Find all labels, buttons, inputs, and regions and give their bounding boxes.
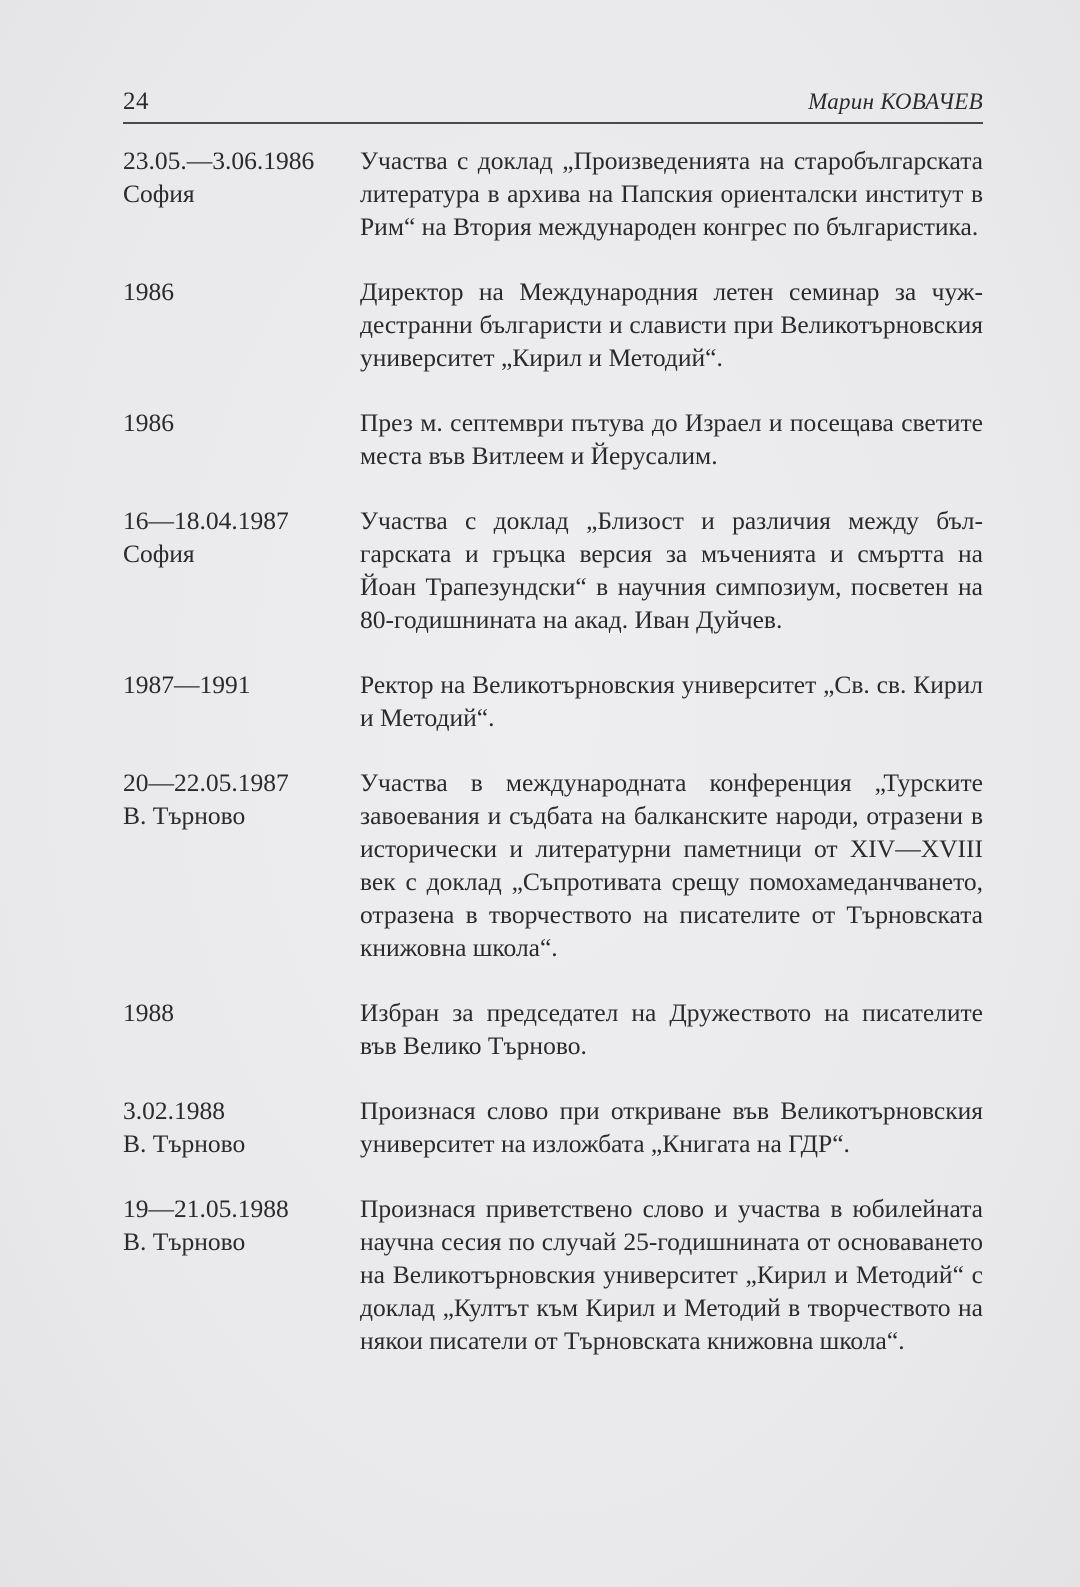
- entry-date: 20—22.05.1987 В. Търново: [123, 768, 289, 830]
- entry-date: 16—18.04.1987 София: [123, 506, 289, 568]
- entry-date: 23.05.—3.06.1986 София: [123, 146, 315, 208]
- chronology-entry: [123, 766, 983, 964]
- entry-text: Участва в международната конференция „Турските завоевания и съдбата на балканските народи, отразени в исторически и литературни паметници от XIV—XVIII век с доклад „Съпротивата срещу помохамеданчването, отразена в творчеството на писателите от Търновската книжовна школа“.: [360, 768, 983, 962]
- entry-text: Ректор на Великотърновския университет „Св. св. Кирил и Методий“.: [360, 670, 983, 732]
- running-head-author: Марин КОВАЧЕВ: [808, 89, 983, 114]
- chronology-entry: [123, 406, 983, 472]
- chronology-entry: [123, 275, 983, 374]
- entry-date: 3.02.1988 В. Търново: [123, 1096, 246, 1158]
- chronology-entry: [123, 144, 983, 243]
- entry-text: Произнася приветствено слово и участва в юбилейната научна сесия по случай 25-годишнината от основаването на Великотърновския университет „Кирил и Методий“ с доклад „Култът към Кирил и Методий в творчеството на някои писатели от Търновската книжовна школа“.: [360, 1194, 983, 1355]
- running-head: [123, 86, 983, 124]
- entry-text: Произнася слово при откриване във Великотърновския университет на изложбата „Книгата на ГДР“.: [360, 1096, 983, 1158]
- entry-text: През м. септември пътува до Израел и посещава светите места във Витлеем и Йерусалим.: [360, 408, 983, 470]
- entry-text: Участва с доклад „Произведенията на старобългарската литература в архива на Папския ориенталски институт в Рим“ на Втория международен конгрес по българистика.: [360, 146, 983, 241]
- page-number: 24: [123, 88, 149, 115]
- entry-date: 1986: [123, 408, 174, 437]
- chronology-entry: [123, 996, 983, 1062]
- chronology-entry: [123, 1094, 983, 1160]
- chronology-entry: [123, 668, 983, 734]
- entry-text: Директор на Международния летен семинар за чуждестранни българисти и слависти при Великотърновския университет „Кирил и Методий“.: [360, 277, 983, 372]
- entry-date: 1988: [123, 998, 174, 1027]
- entry-date: 19—21.05.1988 В. Търново: [123, 1194, 289, 1256]
- entry-text: Участва с доклад „Близост и различия между българската и гръцка версия за мъченията и смъртта на Йоан Трапезундски“ в научния симпозиум, посветен на 80-годишнината на акад. Иван Дуйчев.: [360, 506, 983, 634]
- entry-date: 1987—1991: [123, 670, 251, 699]
- entry-text: Избран за председател на Дружеството на писателите във Велико Търново.: [360, 998, 983, 1060]
- entry-date: 1986: [123, 277, 174, 306]
- chronology-entry: [123, 504, 983, 636]
- chronology-list: [123, 144, 983, 1389]
- chronology-entry: [123, 1192, 983, 1357]
